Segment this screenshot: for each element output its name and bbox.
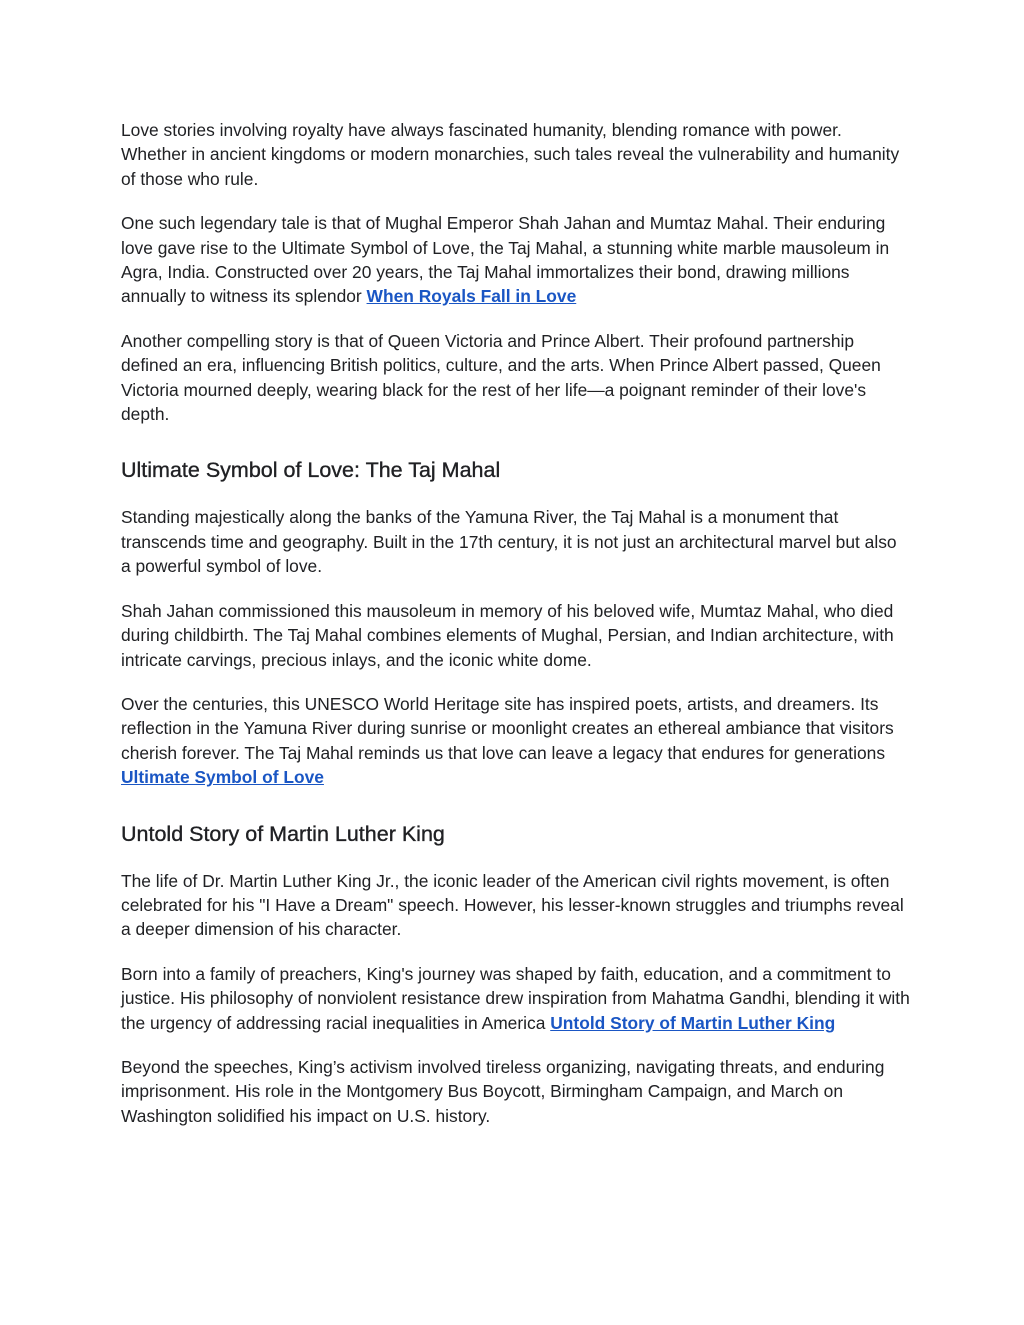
mlk-paragraph-1: The life of Dr. Martin Luther King Jr., the iconic leader of the American civil rights movement, is often celebrated for his "I Have a Dream" speech. However, his lesser-known struggles and triumphs reveal a deeper dimension of his character.: [121, 870, 904, 940]
untold-story-of-mlk-link[interactable]: Untold Story of Martin Luther King: [550, 1012, 836, 1033]
document-page: [121, 118, 911, 1148]
taj-paragraph-3: [121, 692, 911, 790]
taj-paragraph-1: Standing majestically along the banks of the Yamuna River, the Taj Mahal is a monument that transcends time and geography. Built in the 17th century, it is not just an architectural marvel but also a powerful symbol of love.: [121, 507, 897, 577]
taj-paragraph-3-text: Over the centuries, this UNESCO World Heritage site has inspired poets, artists, and dreamers. Its reflection in the Yamuna River during sunrise or moonlight creates an ethereal ambiance that visitors cherish forever. The Taj Mahal reminds us that love can leave a legacy that endures for generations: [121, 693, 894, 763]
taj-paragraph-2: Shah Jahan commissioned this mausoleum in memory of his beloved wife, Mumtaz Mahal, who died during childbirth. The Taj Mahal combines elements of Mughal, Persian, and Indian architecture, with intricate carvings, precious inlays, and the iconic white dome.: [121, 600, 894, 670]
intro-paragraph-2-text: One such legendary tale is that of Mughal Emperor Shah Jahan and Mumtaz Mahal. Their enduring love gave rise to the Ultimate Symbol of Love, the Taj Mahal, a stunning white marble mausoleum in Agra, India. Constructed over 20 years, the Taj Mahal immortalizes their bond, drawing millions annually to witness its splendor: [121, 213, 890, 307]
mlk-paragraph-2-text: Born into a family of preachers, King's journey was shaped by faith, education, and a commitment to justice. His philosophy of nonviolent resistance drew inspiration from Mahatma Gandhi, blending it with the urgency of addressing racial inequalities in America: [121, 963, 910, 1033]
section-heading-martin-luther-king: Untold Story of Martin Luther King: [121, 821, 445, 846]
intro-paragraph-3: Another compelling story is that of Queen Victoria and Prince Albert. Their profound partnership defined an era, influencing British politics, culture, and the arts. When Prince Albert passed, Queen Victoria mourned deeply, wearing black for the rest of her life—a poignant reminder of their love's depth.: [121, 330, 881, 425]
mlk-paragraph-2: [121, 962, 911, 1035]
intro-paragraph-2: [121, 211, 911, 309]
intro-paragraph-1: Love stories involving royalty have always fascinated humanity, blending romance with power. Whether in ancient kingdoms or modern monarchies, such tales reveal the vulnerability and humanity of those who rule.: [121, 120, 900, 189]
when-royals-fall-in-love-link[interactable]: When Royals Fall in Love: [366, 286, 577, 307]
ultimate-symbol-of-love-link[interactable]: Ultimate Symbol of Love: [121, 767, 324, 788]
section-heading-taj-mahal: Ultimate Symbol of Love: The Taj Mahal: [121, 458, 501, 483]
mlk-paragraph-3: Beyond the speeches, King’s activism involved tireless organizing, navigating threats, and enduring imprisonment. His role in the Montgomery Bus Boycott, Birmingham Campaign, and March on Washington solidified his impact on U.S. history.: [121, 1056, 885, 1126]
